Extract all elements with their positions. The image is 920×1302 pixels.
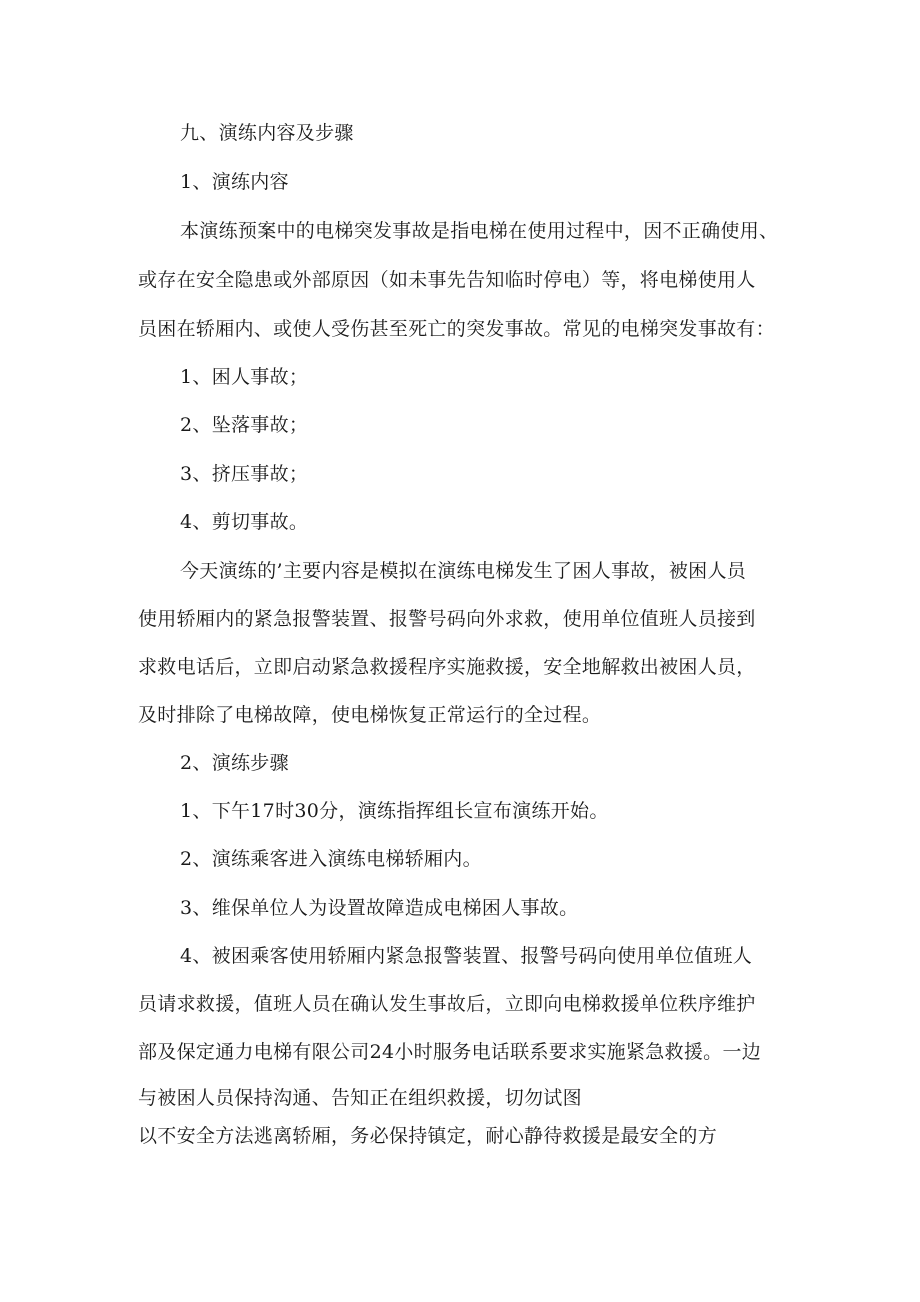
accident-type-item: 2、坠落事故； <box>180 414 309 436</box>
today-paragraph-line: 今天演练的’主要内容是模拟在演练电梯发生了困人事故，被困人员 <box>180 560 747 582</box>
step4-paragraph-line: 以不安全方法逃离轿厢，务必保持镇定，耐心静待救援是最安全的方 <box>138 1125 718 1147</box>
accident-type-item: 3、挤压事故； <box>180 463 309 485</box>
step4-paragraph-line: 与被困人员保持沟通、告知正在组织救援，切勿试图 <box>138 1087 582 1109</box>
content-heading: 1、演练内容 <box>180 171 289 193</box>
step-item: 1、下午17时30分，演练指挥组长宣布演练开始。 <box>180 800 609 822</box>
section-heading: 九、演练内容及步骤 <box>180 122 354 144</box>
step4-paragraph-line: 4、被困乘客使用轿厢内紧急报警装置、报警号码向使用单位值班人 <box>180 945 753 967</box>
step4-paragraph-line: 部及保定通力电梯有限公司24小时服务电话联系要求实施紧急救援。一边 <box>138 1041 762 1063</box>
accident-type-item: 1、困人事故； <box>180 366 309 388</box>
step4-paragraph-line: 员请求救援，值班人员在确认发生事故后，立即向电梯救援单位秩序维护 <box>138 993 756 1015</box>
step-item: 2、演练乘客进入演练电梯轿厢内。 <box>180 848 482 870</box>
step-item: 3、维保单位人为设置故障造成电梯困人事故。 <box>180 897 579 919</box>
intro-paragraph-line: 员困在轿厢内、或使人受伤甚至死亡的突发事故。常见的电梯突发事故有： <box>138 318 775 340</box>
steps-heading: 2、演练步骤 <box>180 752 289 774</box>
today-paragraph-line: 及时排除了电梯故障，使电梯恢复正常运行的全过程。 <box>138 704 602 726</box>
intro-paragraph-line: 本演练预案中的电梯突发事故是指电梯在使用过程中，因不正确使用、 <box>180 220 779 242</box>
intro-paragraph-line: 或存在安全隐患或外部原因（如未事先告知临时停电）等，将电梯使用人 <box>138 269 756 291</box>
accident-type-item: 4、剪切事故。 <box>180 511 309 533</box>
today-paragraph-line: 使用轿厢内的紧急报警装置、报警号码向外求救，使用单位值班人员接到 <box>138 608 756 630</box>
today-paragraph-line: 求救电话后，立即启动紧急救援程序实施救援，安全地解救出被困人员， <box>138 656 756 678</box>
